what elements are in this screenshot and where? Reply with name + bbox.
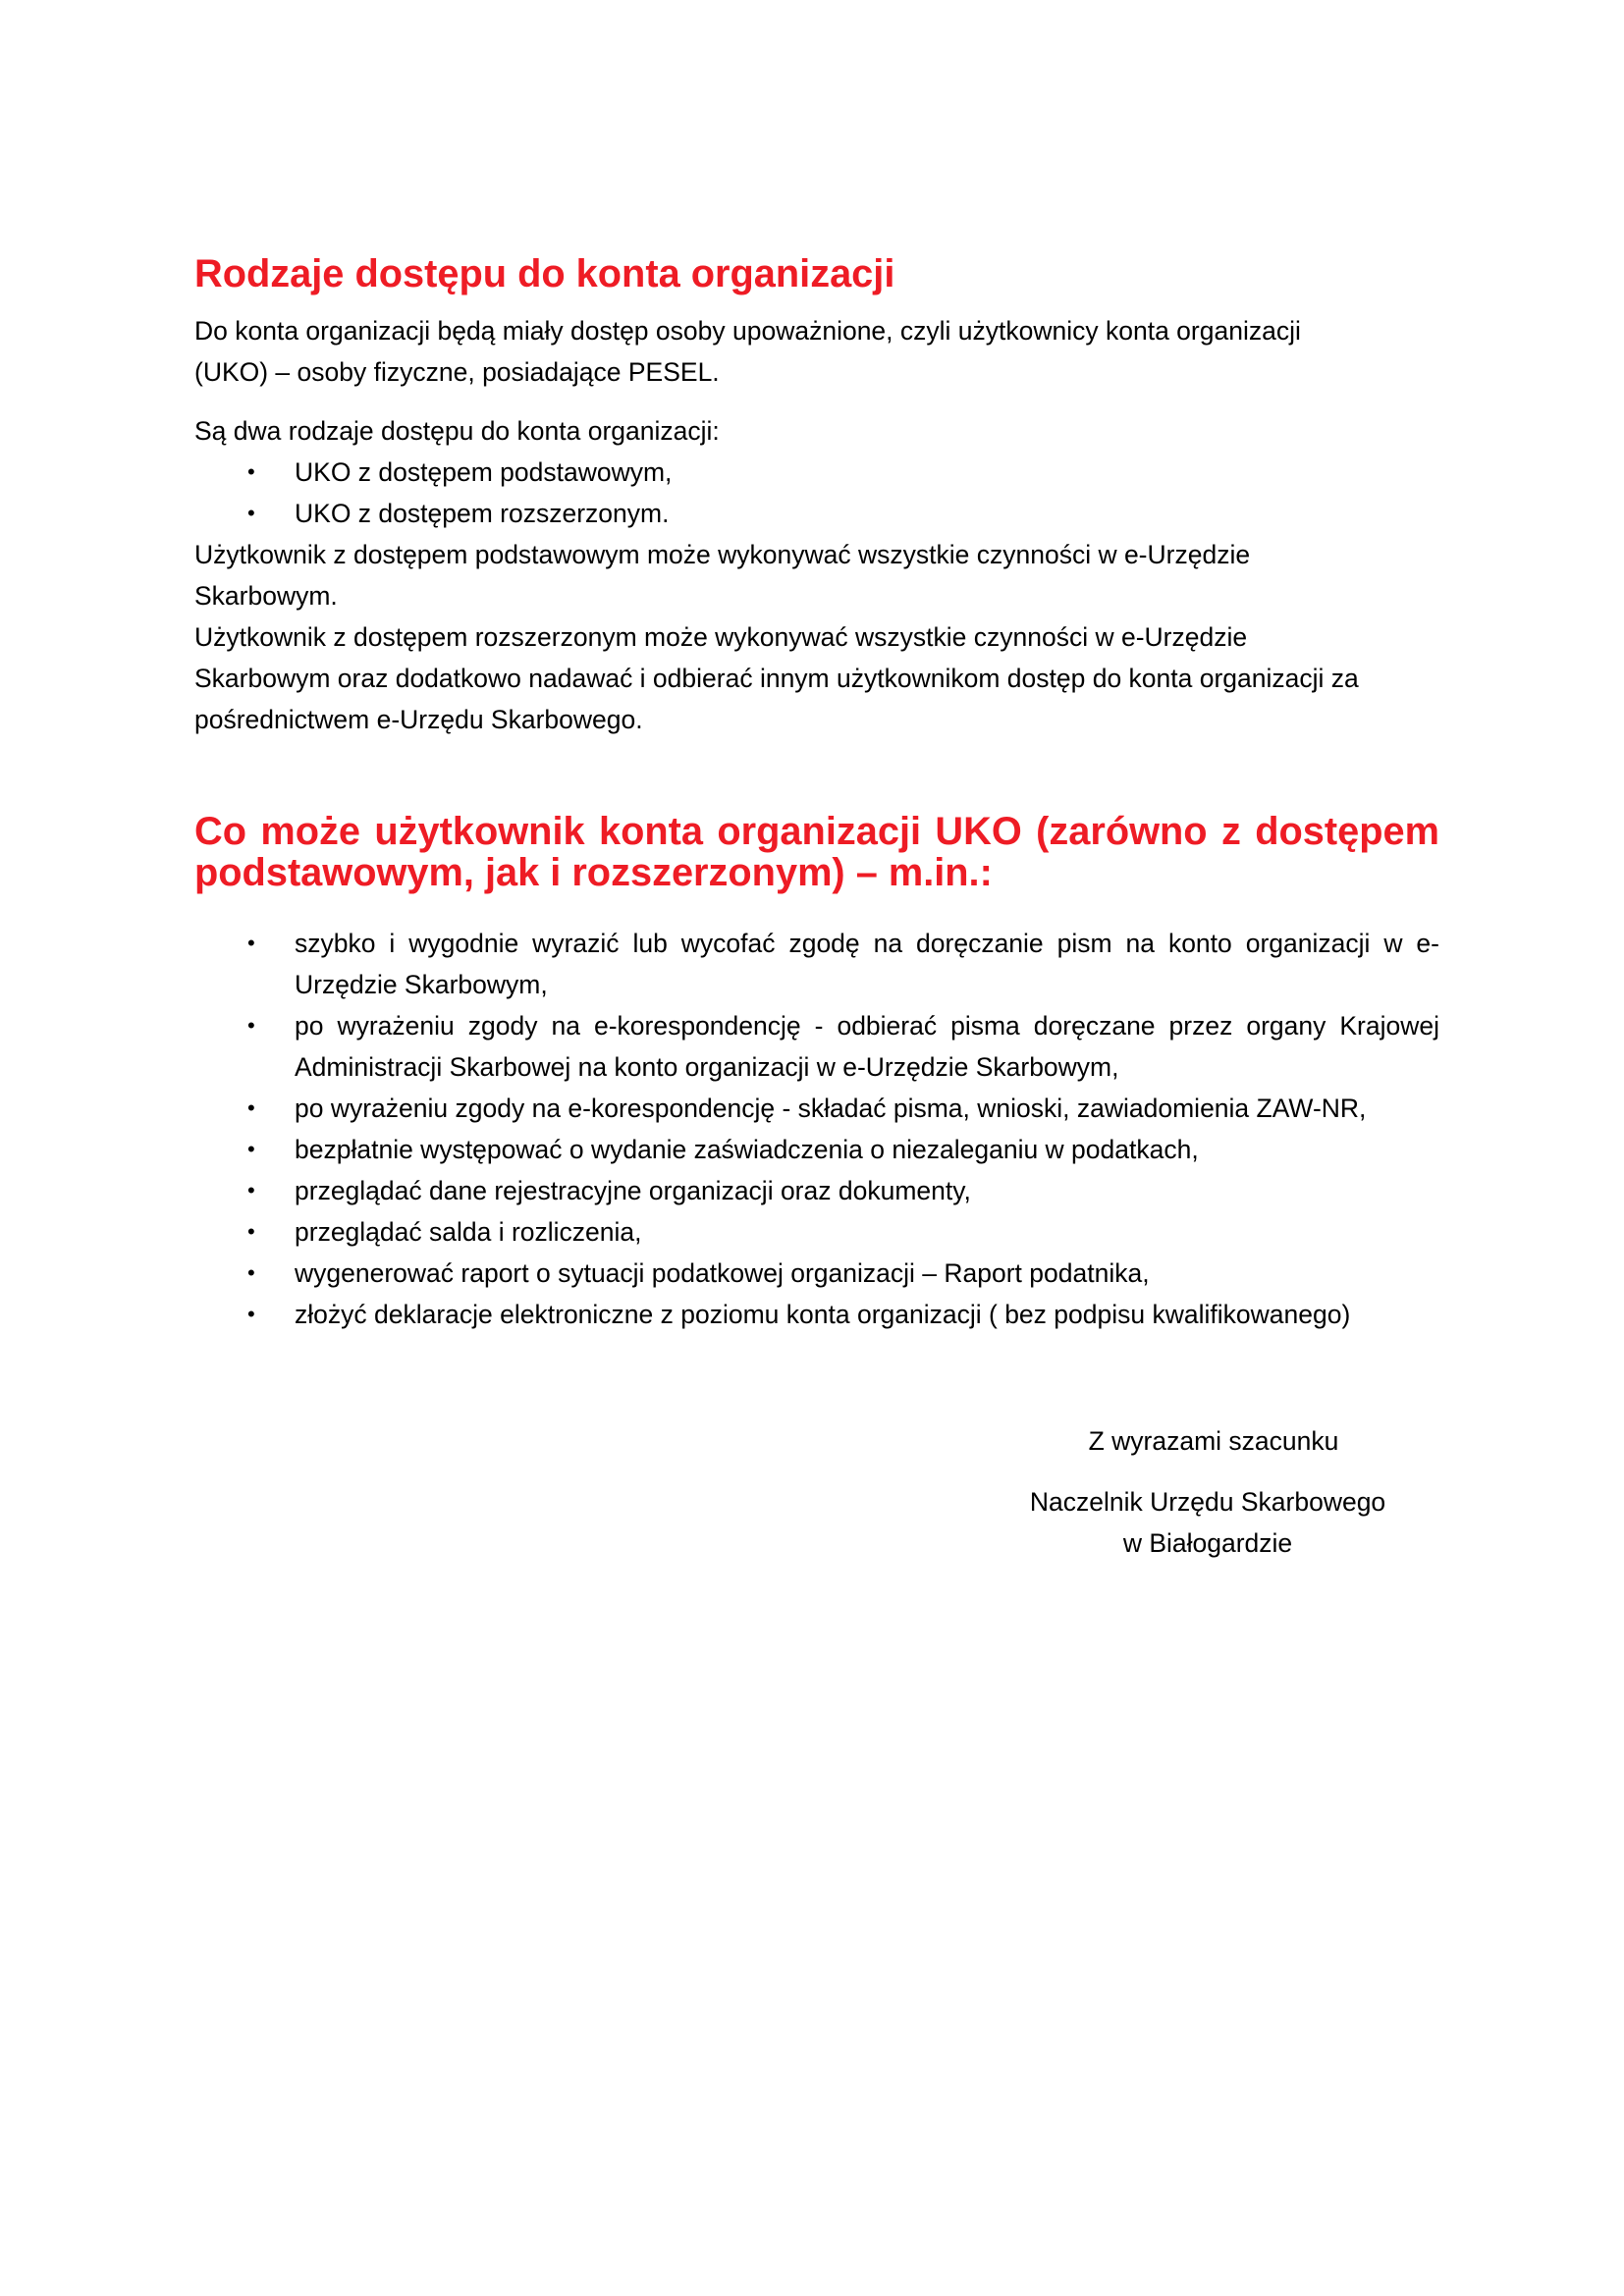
intro-line-1: Do konta organizacji będą miały dostęp osoby upoważnione, czyli użytkownicy konta organizacji (194, 316, 1301, 346)
signatory-office: w Białogardzie (1122, 1528, 1293, 1558)
list-item (194, 1253, 1439, 1294)
bullet-icon: • (247, 1095, 255, 1120)
basic-access-desc-line-2: Skarbowym. (194, 581, 338, 611)
list-item-text: po wyrażeniu zgody na e-korespondencję - składać pisma, wnioski, zawiadomienia ZAW-NR, (295, 1094, 1367, 1123)
list-item-text: przeglądać salda i rozliczenia, (295, 1217, 642, 1247)
bullet-icon: • (247, 1178, 255, 1202)
signatory-title: Naczelnik Urzędu Skarbowego (1029, 1487, 1386, 1517)
bullet-icon: • (247, 1260, 255, 1285)
list-item-text: złożyć deklaracje elektroniczne z poziomu konta organizacji ( bez podpisu kwalifikowanego) (295, 1300, 1351, 1329)
extended-access-desc-line-3: pośrednictwem e-Urzędu Skarbowego. (194, 705, 643, 734)
closing-greeting: Z wyrazami szacunku (1088, 1426, 1339, 1456)
bullet-icon: • (247, 931, 255, 955)
access-types-list (194, 452, 1439, 534)
section-gap (194, 740, 1439, 811)
list-item (194, 452, 1439, 493)
list-item-text: bezpłatnie występować o wydanie zaświadczenia o niezaleganiu w podatkach, (295, 1135, 1199, 1164)
bullet-icon: • (247, 1302, 255, 1326)
list-item (194, 1211, 1439, 1253)
extended-access-desc-line-1: Użytkownik z dostępem rozszerzonym może wykonywać wszystkie czynności w e-Urzędzie (194, 622, 1248, 652)
capabilities-list (194, 923, 1439, 1335)
list-item-text: po wyrażeniu zgody na e-korespondencję - odbierać pisma doręczane przez organy Krajowej Administracji Skarbowej na konto organizacji w e-Urzędzie Skarbowym, (295, 1011, 1439, 1082)
bullet-icon: • (247, 459, 255, 484)
section-title-access-types: Rodzaje dostępu do konta organizacji (194, 252, 895, 295)
list-item (194, 1170, 1439, 1211)
intro-line-2: (UKO) – osoby fizyczne, posiadające PESEL. (194, 357, 720, 387)
list-item-text: szybko i wygodnie wyrazić lub wycofać zgodę na doręczanie pism na konto organizacji w e-Urzędzie Skarbowym, (295, 929, 1439, 999)
document-body (194, 253, 1439, 1335)
extended-access-desc-line-2: Skarbowym oraz dodatkowo nadawać i odbierać innym użytkownikom dostęp do konta organizacji za (194, 664, 1359, 693)
access-types-lead: Są dwa rodzaje dostępu do konta organizacji: (194, 416, 720, 446)
section-title-uko-capabilities: Co może użytkownik konta organizacji UKO (zarówno z dostępem podstawowym, jak i rozszerzonym) – m.in.: (194, 810, 1439, 894)
bullet-icon: • (247, 1219, 255, 1244)
list-item (194, 1005, 1439, 1088)
basic-access-desc-line-1: Użytkownik z dostępem podstawowym może wykonywać wszystkie czynności w e-Urzędzie (194, 540, 1251, 569)
bullet-icon: • (247, 1013, 255, 1038)
bullet-icon: • (247, 1137, 255, 1161)
list-item (194, 1294, 1439, 1335)
list-item-text: UKO z dostępem podstawowym, (295, 457, 673, 487)
list-item-text: przeglądać dane rejestracyjne organizacji oraz dokumenty, (295, 1176, 971, 1205)
list-item (194, 1088, 1439, 1129)
list-item-text: wygenerować raport o sytuacji podatkowej organizacji – Raport podatnika, (295, 1258, 1150, 1288)
bullet-icon: • (247, 501, 255, 525)
list-item (194, 923, 1439, 1005)
list-item (194, 1129, 1439, 1170)
list-item (194, 493, 1439, 534)
list-item-text: UKO z dostępem rozszerzonym. (295, 499, 670, 528)
